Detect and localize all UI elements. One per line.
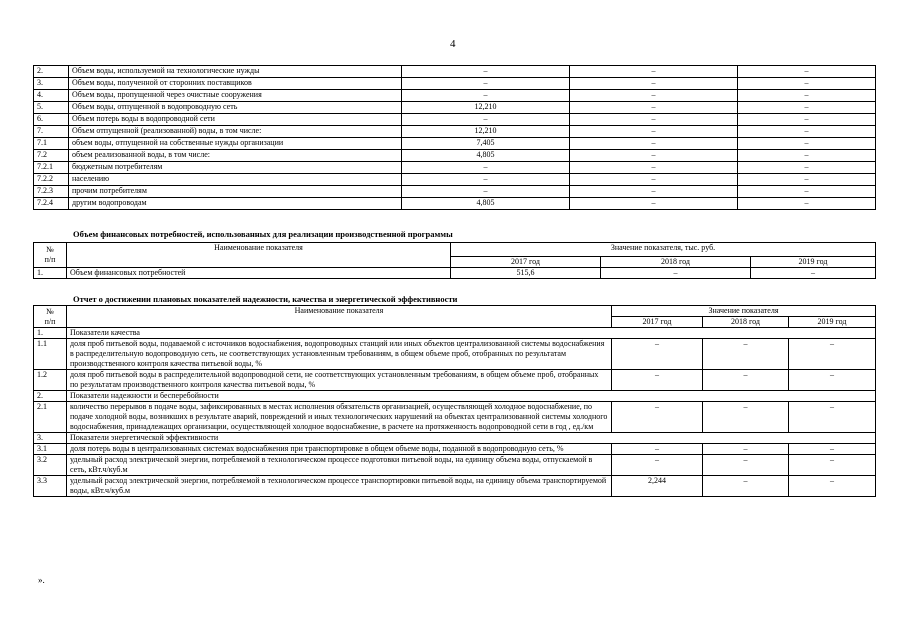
row-number: 6. [34, 114, 69, 126]
value-2019: – [789, 402, 876, 433]
row-number: 7.2 [34, 150, 69, 162]
indicator-name: прочим потребителям [69, 186, 402, 198]
indicator-name: Объем воды, полученной от сторонних поставщиков [69, 78, 402, 90]
value-2019: – [738, 174, 876, 186]
value-2018: – [703, 402, 789, 433]
value-2019: – [738, 102, 876, 114]
finance-year-2017: 2017 год [451, 257, 601, 268]
table-row [34, 186, 876, 198]
value-2018: – [570, 78, 738, 90]
value-2017: 4,805 [402, 150, 570, 162]
row-number: 1. [34, 268, 67, 279]
value-2019: – [738, 138, 876, 150]
value-2019: – [738, 78, 876, 90]
value-2019: – [738, 66, 876, 78]
indicator-name: бюджетным потребителям [69, 162, 402, 174]
value-2018: – [601, 268, 751, 279]
row-number: 1.2 [34, 370, 67, 391]
value-2019: – [789, 455, 876, 476]
section-row [34, 391, 876, 402]
section-empty [612, 433, 876, 444]
indicator-name: Объем воды, пропущенной через очистные сооружения [69, 90, 402, 102]
indicator-name: объем реализованной воды, в том числе: [69, 150, 402, 162]
value-2018: – [570, 162, 738, 174]
section-name: Показатели надежности и бесперебойности [67, 391, 612, 402]
indicator-name: Объем потерь воды в водопроводной сети [69, 114, 402, 126]
value-2018: – [703, 339, 789, 370]
report-year-2017: 2017 год [612, 317, 703, 328]
section-name: Показатели энергетической эффективности [67, 433, 612, 444]
report-header-value: Значение показателя [612, 306, 876, 317]
indicator-name: удельный расход электрической энергии, потребляемой в технологическом процессе подготовки питьевой воды, на единицу объема воды, отпускаемой в сеть, кВт.ч/куб.м [67, 455, 612, 476]
row-number: 7. [34, 126, 69, 138]
row-number: 3.2 [34, 455, 67, 476]
indicator-name: количество перерывов в подаче воды, зафиксированных в местах исполнения обязательств организацией, осуществляющей холодное водоснабжение, по подаче холодной воды, возникших в результате аварий, повреждений и иных технологических нарушений на объектах централизованной системы холодного водоснабжения, принадлежащих организации, осуществляющей холодное водоснабжение, в расчете на протяженность водопроводной сети в год , ед./км [67, 402, 612, 433]
finance-header-value: Значение показателя, тыс. руб. [451, 243, 876, 257]
table-row [34, 444, 876, 455]
table-row [34, 114, 876, 126]
value-2018: – [570, 150, 738, 162]
value-2019: – [751, 268, 876, 279]
value-2018: – [570, 186, 738, 198]
section-number: 1. [34, 328, 67, 339]
value-2017: 4,805 [402, 198, 570, 210]
finance-table [33, 242, 876, 279]
table-row [34, 198, 876, 210]
report-table [33, 305, 876, 497]
table-row [34, 126, 876, 138]
value-2017: – [402, 162, 570, 174]
report-header-num: № п/п [34, 306, 67, 328]
section-number: 2. [34, 391, 67, 402]
value-2019: – [738, 126, 876, 138]
value-2019: – [738, 90, 876, 102]
finance-header-name: Наименование показателя [67, 243, 451, 268]
value-2017: 2,244 [612, 476, 703, 497]
section-empty [612, 391, 876, 402]
value-2018: – [703, 455, 789, 476]
page-number: 4 [450, 38, 456, 50]
value-2017: 515,6 [451, 268, 601, 279]
row-number: 1.1 [34, 339, 67, 370]
table-row [34, 455, 876, 476]
row-number: 3.1 [34, 444, 67, 455]
value-2018: – [570, 114, 738, 126]
value-2017: – [402, 114, 570, 126]
finance-year-2019: 2019 год [751, 257, 876, 268]
value-2018: – [703, 444, 789, 455]
value-2019: – [789, 339, 876, 370]
value-2017: 12,210 [402, 126, 570, 138]
row-number: 2.1 [34, 402, 67, 433]
value-2017: – [402, 186, 570, 198]
table-row [34, 268, 876, 279]
table-row [34, 174, 876, 186]
section-empty [612, 328, 876, 339]
value-2019: – [738, 114, 876, 126]
indicator-name: Объем финансовых потребностей [67, 268, 451, 279]
value-2017: – [402, 90, 570, 102]
value-2019: – [738, 186, 876, 198]
indicator-name: доля потерь воды в централизованных системах водоснабжения при транспортировке в общем объеме воды, поданной в водопроводную сеть, % [67, 444, 612, 455]
indicator-name: Объем отпущенной (реализованной) воды, в том числе: [69, 126, 402, 138]
section-row [34, 433, 876, 444]
table-row [34, 150, 876, 162]
report-year-2019: 2019 год [789, 317, 876, 328]
indicator-name: доля проб питьевой воды в распределительной водопроводной сети, не соответствующих установленным требованиям, в общем объеме проб, отобранных по результатам производственного контроля качества питьевой воды, % [67, 370, 612, 391]
row-number: 7.1 [34, 138, 69, 150]
indicator-name: другим водопроводам [69, 198, 402, 210]
indicator-name: Объем воды, используемой на технологические нужды [69, 66, 402, 78]
report-year-2018: 2018 год [703, 317, 789, 328]
indicator-name: доля проб питьевой воды, подаваемой с источников водоснабжения, водопроводных станций или иных объектов централизованной системы водоснабжения в распределительную водопроводную сеть, не соответствующих установленным требованиям, в общем объеме проб, отобранных по результатам производственного контроля качества питьевой воды, % [67, 339, 612, 370]
section-number: 3. [34, 433, 67, 444]
value-2018: – [570, 66, 738, 78]
value-2018: – [570, 126, 738, 138]
value-2018: – [570, 138, 738, 150]
value-2017: – [612, 339, 703, 370]
row-number: 4. [34, 90, 69, 102]
indicator-name: Объем воды, отпущенной в водопроводную сеть [69, 102, 402, 114]
value-2019: – [789, 444, 876, 455]
value-2019: – [789, 476, 876, 497]
value-2017: – [612, 444, 703, 455]
table-row [34, 138, 876, 150]
value-2019: – [738, 162, 876, 174]
table-row [34, 476, 876, 497]
table-row [34, 402, 876, 433]
table-row [34, 66, 876, 78]
value-2019: – [738, 198, 876, 210]
value-2018: – [703, 370, 789, 391]
value-2019: – [738, 150, 876, 162]
value-2018: – [570, 198, 738, 210]
value-2019: – [789, 370, 876, 391]
indicator-name: объем воды, отпущенной на собственные нужды организации [69, 138, 402, 150]
table-row [34, 370, 876, 391]
value-2017: 12,210 [402, 102, 570, 114]
row-number: 7.2.1 [34, 162, 69, 174]
value-2017: – [402, 174, 570, 186]
row-number: 7.2.3 [34, 186, 69, 198]
value-2017: – [402, 66, 570, 78]
indicator-name: удельный расход электрической энергии, потребляемой в технологическом процессе транспортировки питьевой воды, на единицу объема транспортируемой воды, кВт.ч/куб.м [67, 476, 612, 497]
section-row [34, 328, 876, 339]
report-header-name: Наименование показателя [67, 306, 612, 328]
table-row [34, 102, 876, 114]
finance-section-title: Объем финансовых потребностей, использованных для реализации производственной программы [73, 229, 453, 239]
table-row [34, 90, 876, 102]
row-number: 7.2.4 [34, 198, 69, 210]
value-2017: – [402, 78, 570, 90]
value-2018: – [570, 102, 738, 114]
table-row [34, 78, 876, 90]
row-number: 3. [34, 78, 69, 90]
table-row [34, 162, 876, 174]
value-2018: – [703, 476, 789, 497]
finance-header-num: № п/п [34, 243, 67, 268]
value-2017: – [612, 455, 703, 476]
row-number: 7.2.2 [34, 174, 69, 186]
closing-quote-mark: ». [38, 575, 45, 585]
section-name: Показатели качества [67, 328, 612, 339]
value-2018: – [570, 174, 738, 186]
row-number: 3.3 [34, 476, 67, 497]
value-2018: – [570, 90, 738, 102]
finance-year-2018: 2018 год [601, 257, 751, 268]
indicator-name: населению [69, 174, 402, 186]
value-2017: 7,405 [402, 138, 570, 150]
table-row [34, 339, 876, 370]
row-number: 2. [34, 66, 69, 78]
water-volume-table [33, 65, 876, 210]
report-section-title: Отчет о достижении плановых показателей надежности, качества и энергетической эффективности [73, 294, 458, 304]
row-number: 5. [34, 102, 69, 114]
value-2017: – [612, 402, 703, 433]
value-2017: – [612, 370, 703, 391]
